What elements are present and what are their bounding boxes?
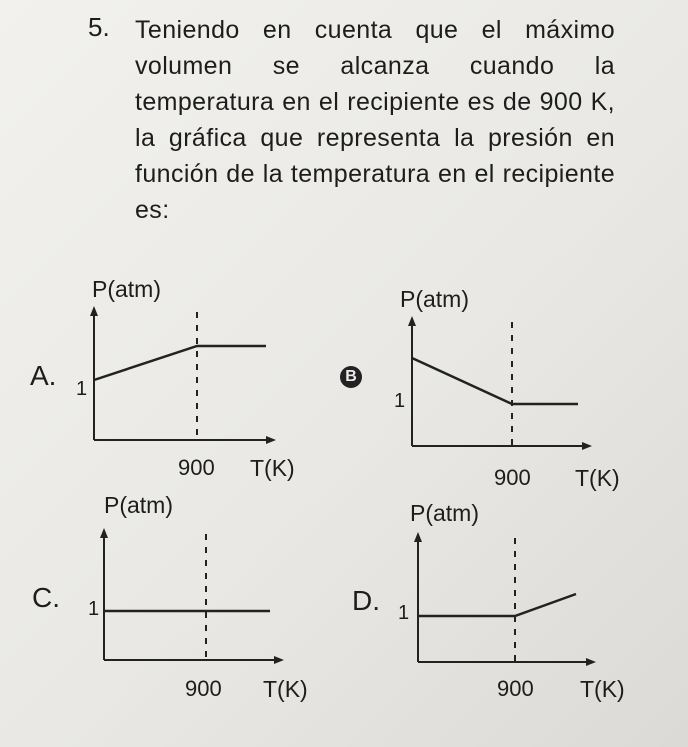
option-d-y-label: P(atm) (410, 500, 479, 526)
option-d-x-tick: 900 (497, 676, 534, 701)
option-a-y-label: P(atm) (92, 276, 161, 302)
option-d-x-label: T(K) (580, 676, 625, 702)
option-d-letter[interactable]: D. (352, 585, 380, 616)
option-d-y-tick: 1 (398, 602, 410, 624)
option-b-x-label: T(K) (575, 465, 620, 491)
option-c-y-label: P(atm) (104, 492, 173, 518)
option-d-axes (414, 532, 596, 666)
option-c-x-tick: 900 (185, 676, 222, 701)
option-b-y-tick: 1 (394, 390, 406, 412)
question-number: 5. (88, 12, 110, 42)
option-c-x-label: T(K) (263, 676, 308, 702)
option-b-letter[interactable]: B (340, 366, 362, 388)
option-a-x-tick: 900 (178, 455, 215, 480)
option-d-curve (418, 594, 576, 616)
option-b-x-tick: 900 (494, 465, 531, 490)
question-text: Teniendo en cuenta que el máximo volumen se alcanza cuando la temperatura en el recipiente es de 900 K, la gráfica que representa la presión en función de la temperatura en el recipiente es: (135, 16, 615, 224)
option-c-letter[interactable]: C. (32, 582, 60, 613)
option-a-x-label: T(K) (250, 455, 295, 481)
option-a-y-tick: 1 (76, 378, 88, 400)
option-b-y-label: P(atm) (400, 286, 469, 312)
option-c-y-tick: 1 (88, 598, 100, 620)
option-a-letter[interactable]: A. (30, 360, 57, 391)
